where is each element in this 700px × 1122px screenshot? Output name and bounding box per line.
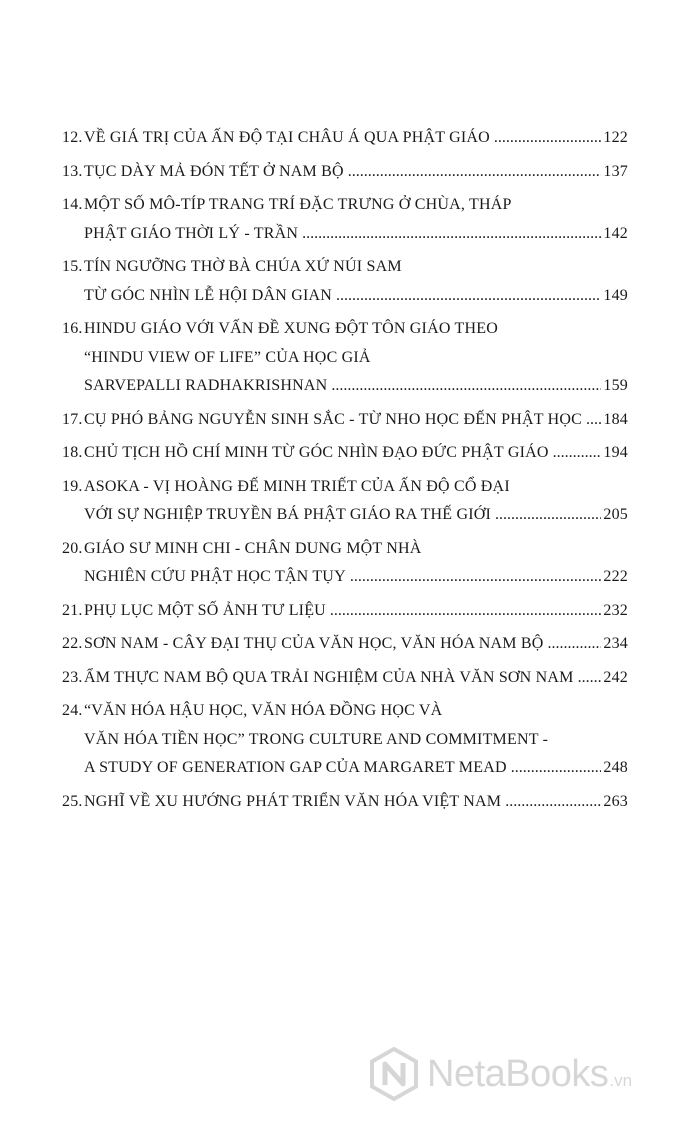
- toc-entry-line: [84, 191, 628, 220]
- toc-entry-page-number: 248: [603, 759, 628, 776]
- toc-entry-line: [84, 754, 628, 783]
- toc-entry-number: 22.: [62, 635, 83, 652]
- dot-leader: [350, 563, 602, 592]
- toc-entry: [62, 124, 628, 153]
- toc-entry-line: [84, 563, 628, 592]
- toc-entry-line: [84, 597, 628, 626]
- toc-entry: [62, 473, 628, 530]
- toc-entry-number: 19.: [62, 477, 83, 495]
- toc-entry-line: [84, 439, 628, 468]
- toc-entry-title: HINDU GIÁO VỚI VẤN ĐỀ XUNG ĐỘT TÔN GIÁO THEO: [84, 320, 498, 337]
- toc-entry-page-number: 149: [603, 286, 628, 304]
- toc-entry-page-number: 184: [603, 410, 628, 428]
- toc-entry-content: [84, 788, 628, 817]
- toc-entry-title: A STUDY OF GENERATION GAP CỦA MARGARET MEAD: [84, 759, 507, 776]
- dot-leader: [505, 788, 601, 817]
- toc-entry-line: [84, 315, 628, 344]
- toc-entry: [62, 191, 628, 248]
- toc-entry-title: “VĂN HÓA HẬU HỌC, VĂN HÓA ĐỒNG HỌC VÀ: [84, 702, 443, 719]
- toc-entry-number: 23.: [62, 668, 83, 686]
- toc-entry: [62, 158, 628, 187]
- netabooks-logo-icon: [367, 1047, 421, 1101]
- toc-entry-title: VỀ GIÁ TRỊ CỦA ẤN ĐỘ TẠI CHÂU Á QUA PHẬT GIÁO: [84, 129, 490, 146]
- dot-leader: [348, 158, 602, 187]
- dot-leader: [331, 372, 601, 401]
- toc-entry-line: [84, 406, 628, 435]
- toc-entry: [62, 535, 628, 592]
- toc-entry-title: “HINDU VIEW OF LIFE” CỦA HỌC GIẢ: [84, 348, 371, 366]
- toc-entry-page-number: 242: [603, 668, 628, 686]
- toc-entry-content: [84, 439, 628, 468]
- toc-entry-content: [84, 158, 628, 187]
- toc-entry-line: [84, 282, 628, 311]
- watermark-suffix: .vn: [609, 1071, 633, 1090]
- dot-leader: [495, 501, 601, 530]
- watermark: [367, 1044, 687, 1104]
- toc-entry-content: [84, 191, 628, 248]
- toc-entry-line: [84, 664, 628, 693]
- toc-entry-number: 20.: [62, 539, 83, 557]
- toc-entry-content: [84, 697, 628, 783]
- toc-entry-page-number: 232: [603, 601, 628, 619]
- dot-leader: [302, 220, 601, 249]
- toc-entry-line: [84, 535, 628, 564]
- toc-entry-page-number: 263: [603, 792, 628, 810]
- toc-entry-title: PHẬT GIÁO THỜI LÝ - TRẦN: [84, 224, 299, 242]
- toc-entry-title: TỤC DÀY MẢ ĐÓN TẾT Ở NAM BỘ: [84, 162, 344, 180]
- toc-entry-page-number: 159: [603, 377, 628, 394]
- toc-entry-page-number: 122: [603, 129, 628, 146]
- toc-entry: [62, 630, 628, 659]
- toc-entry-line: [84, 253, 628, 282]
- toc-entry-content: [84, 597, 628, 626]
- dot-leader: [330, 597, 601, 626]
- toc-entry-title: ASOKA - VỊ HOÀNG ĐẾ MINH TRIẾT CỦA ẤN ĐỘ CỔ ĐẠI: [84, 477, 510, 495]
- dot-leader: [578, 664, 602, 693]
- toc-entry-title: PHỤ LỤC MỘT SỐ ẢNH TƯ LIỆU: [84, 601, 326, 619]
- toc-entry-content: [84, 630, 628, 659]
- dot-leader: [511, 754, 602, 783]
- dot-leader: [553, 439, 602, 468]
- toc-entry: [62, 406, 628, 435]
- toc-entry-line: [84, 788, 628, 817]
- toc-entry-line: [84, 630, 628, 659]
- toc-entry-number: 24.: [62, 702, 83, 719]
- toc-entry-content: [84, 406, 628, 435]
- toc-entry: [62, 664, 628, 693]
- toc-entry-line: [84, 473, 628, 502]
- toc-entry-number: 16.: [62, 320, 83, 337]
- toc-entry-title: VĂN HÓA TIỀN HỌC” TRONG CULTURE AND COMMITMENT -: [84, 730, 549, 748]
- toc-entry-page-number: 222: [603, 568, 628, 585]
- toc-entry: [62, 788, 628, 817]
- toc-entry: [62, 697, 628, 783]
- dot-leader: [547, 630, 601, 659]
- watermark-brand: NetaBooks: [427, 1052, 609, 1095]
- table-of-contents: [62, 124, 628, 816]
- toc-entry-number: 21.: [62, 601, 83, 619]
- toc-entry-content: [84, 124, 628, 153]
- toc-entry-title: NGHĨ VỀ XU HƯỚNG PHÁT TRIỂN VĂN HÓA VIỆT NAM: [84, 792, 502, 810]
- toc-entry-line: [84, 344, 628, 373]
- toc-entry-content: [84, 535, 628, 592]
- toc-entry-title: SƠN NAM - CÂY ĐẠI THỤ CỦA VĂN HỌC, VĂN HÓA NAM BỘ: [84, 635, 544, 652]
- toc-entry-number: 17.: [62, 410, 83, 428]
- toc-entry: [62, 439, 628, 468]
- toc-entry-page-number: 234: [603, 635, 628, 652]
- toc-entry-title: CHỦ TỊCH HỒ CHÍ MINH TỪ GÓC NHÌN ĐẠO ĐỨC PHẬT GIÁO: [84, 444, 549, 461]
- toc-entry-content: [84, 473, 628, 530]
- toc-entry-line: [84, 220, 628, 249]
- toc-entry-number: 12.: [62, 129, 83, 146]
- toc-entry-line: [84, 124, 628, 153]
- toc-entry-page-number: 194: [603, 444, 628, 461]
- toc-entry-line: [84, 501, 628, 530]
- toc-entry-title: GIÁO SƯ MINH CHI - CHÂN DUNG MỘT NHÀ: [84, 539, 422, 557]
- toc-entry-page-number: 205: [603, 506, 628, 523]
- dot-leader: [494, 124, 602, 153]
- toc-entry-title: ẨM THỰC NAM BỘ QUA TRẢI NGHIỆM CỦA NHÀ VĂN SƠN NAM: [84, 668, 574, 686]
- toc-entry-line: [84, 372, 628, 401]
- toc-entry-number: 14.: [62, 196, 83, 213]
- toc-entry-title: MỘT SỐ MÔ-TÍP TRANG TRÍ ĐẶC TRƯNG Ở CHÙA, THÁP: [84, 196, 512, 213]
- toc-entry-number: 13.: [62, 162, 83, 180]
- toc-entry: [62, 597, 628, 626]
- toc-entry-line: [84, 158, 628, 187]
- toc-entry-title: CỤ PHÓ BẢNG NGUYỄN SINH SẮC - TỪ NHO HỌC ĐẾN PHẬT HỌC: [84, 410, 583, 428]
- toc-entry-line: [84, 726, 628, 755]
- toc-entry-content: [84, 253, 628, 310]
- toc-entry-content: [84, 315, 628, 401]
- toc-entry-content: [84, 664, 628, 693]
- toc-entry-page-number: 142: [603, 224, 628, 242]
- toc-entry-page-number: 137: [603, 162, 628, 180]
- toc-entry-number: 15.: [62, 258, 83, 275]
- toc-entry-line: [84, 697, 628, 726]
- toc-entry-title: NGHIÊN CỨU PHẬT HỌC TẬN TỤY: [84, 568, 346, 585]
- toc-entry: [62, 315, 628, 401]
- toc-entry: [62, 253, 628, 310]
- toc-entry-title: SARVEPALLI RADHAKRISHNAN: [84, 377, 328, 394]
- toc-entry-number: 18.: [62, 444, 83, 461]
- dot-leader: [336, 282, 601, 311]
- toc-entry-title: TÍN NGƯỠNG THỜ BÀ CHÚA XỨ NÚI SAM: [84, 258, 402, 275]
- toc-entry-title: TỪ GÓC NHÌN LỄ HỘI DÂN GIAN: [84, 286, 333, 304]
- toc-entry-number: 25.: [62, 792, 83, 810]
- toc-entry-title: VỚI SỰ NGHIỆP TRUYỀN BÁ PHẬT GIÁO RA THẾ GIỚI: [84, 506, 492, 523]
- dot-leader: [586, 406, 601, 435]
